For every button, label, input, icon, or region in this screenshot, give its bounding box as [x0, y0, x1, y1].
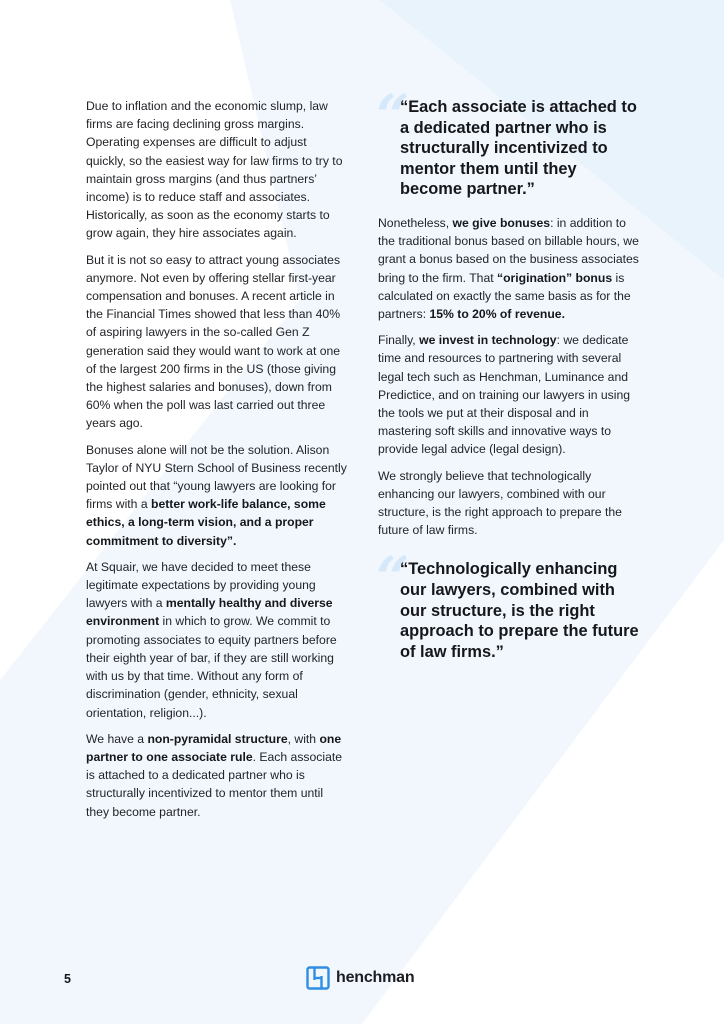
paragraph-belief: We strongly believe that technologically enhancing our lawyers, combined with our structure, is the right approach to prepare the future of law firms. — [378, 468, 622, 538]
quote-mark-icon: “ — [376, 82, 410, 150]
right-text-column — [376, 82, 642, 676]
paragraph-bonuses-alone: Bonuses alone will not be the solution. Alison Taylor of NYU Stern School of Business recently pointed out that “young lawyers are looking for firms with a better work-life balance, some ethics, a long-term vision, and a proper commitment to diversity”. — [86, 442, 347, 548]
quote-mark-icon: “ — [376, 544, 410, 613]
left-text-column — [86, 97, 348, 829]
paragraph-bonuses: Nonetheless, we give bonuses: in addition to the traditional bonus based on billable hours, we grant a bonus based on the business associates bring to the firm. That “origination” bonus is calculated on exactly the same basis as for the partners: 15% to 20% of revenue. — [378, 215, 639, 321]
paragraph-attract-associates: But it is not so easy to attract young associates anymore. Not even by offering stellar first-year compensation and bonuses. A recent article in the Financial Times showed that less than 40% of aspiring lawyers in the so-called Gen Z generation said they would want to work at one of the largest 200 firms in the US (those giving the highest salaries and bonuses), down from 60% when the poll was last carried out three years ago. — [86, 252, 341, 431]
paragraph-technology: Finally, we invest in technology: we dedicate time and resources to partnering with several legal tech such as Henchman, Luminance and Predictice, and on training our lawyers in using the tools we put at their disposal and in mastering soft skills and innovative ways to provide legal advice (legal design). — [378, 333, 631, 457]
pull-quote-technology: “ “Technologically enhancing our lawyers, combined with our structure, is the right approach to prepare the future of law firms.” — [376, 544, 639, 661]
pull-quote-mentor: “ “Each associate is attached to a dedicated partner who is structurally incentivized to mentor them until they become partner.” — [376, 82, 637, 199]
paragraph-inflation: Due to inflation and the economic slump, law firms are facing declining gross margins. Operating expenses are difficult to adjust quickly, so the easiest way for law firms to try to maintain gross margins (and thus partners’ income) is to reduce staff and associates. Historically, as soon as the economy starts to grow again, they hire associates again. — [86, 99, 343, 241]
henchman-logo — [306, 966, 414, 990]
paragraph-squair-commitment: At Squair, we have decided to meet these legitimate expectations by providing young lawyers with a mentally healthy and diverse environment in which to grow. We commit to promoting associates to equity partners before their eighth year of bar, if they are still working with us by that time. Without any form of discrimination (gender, ethnicity, sexual orientation, religion...). — [86, 559, 337, 720]
logo-wordmark: henchman — [336, 969, 415, 986]
paragraph-structure: We have a non-pyramidal structure, with one partner to one associate rule. Each associate is attached to a dedicated partner who is structurally incentivized to mentor them until they become partner. — [86, 731, 343, 819]
henchman-logo-icon — [306, 966, 330, 990]
page-number: 5 — [64, 972, 71, 986]
